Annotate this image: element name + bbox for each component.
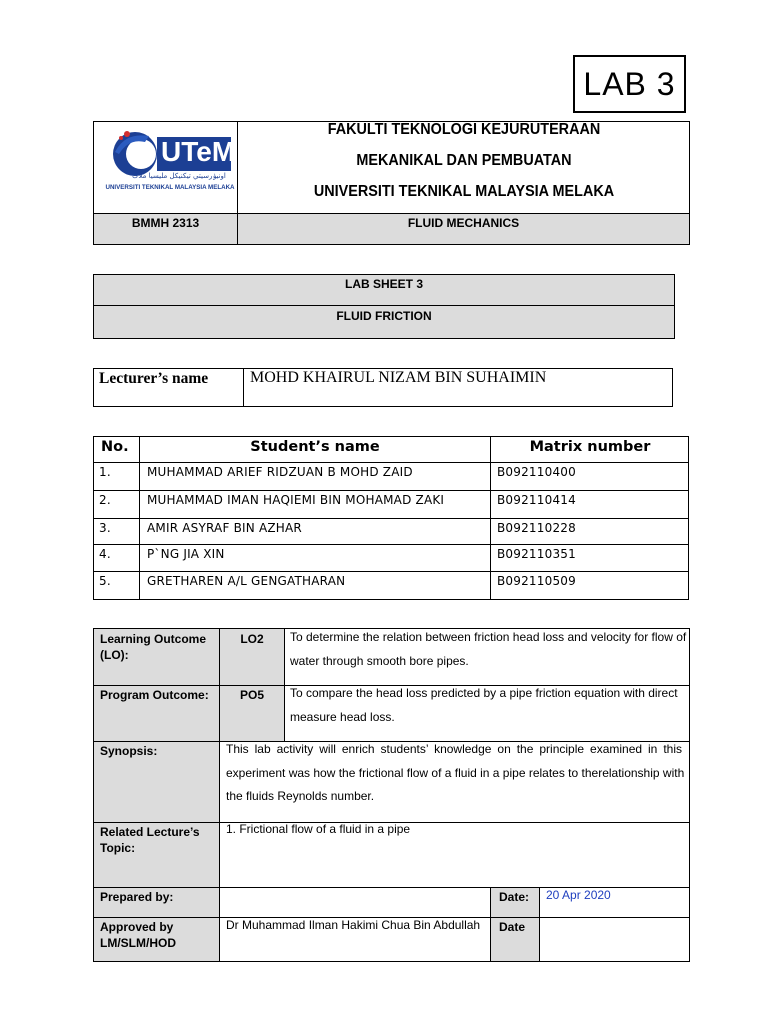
col-header-matrix-number: Matrix number bbox=[529, 439, 651, 455]
approved-value: Dr Muhammad Ilman Hakimi Chua Bin Abdullah bbox=[226, 918, 481, 932]
date-value: 20 Apr 2020 bbox=[546, 888, 611, 902]
student-name: GRETHAREN A/L GENGATHARAN bbox=[147, 574, 346, 588]
lo-code: LO2 bbox=[240, 632, 264, 646]
synopsis-line-1: This lab activity will enrich students’ knowledge on the principle examined in this bbox=[226, 742, 682, 756]
row-number: 4. bbox=[99, 547, 111, 561]
matrix-number: B092110351 bbox=[497, 547, 576, 561]
lo-label-line-1: Learning Outcome bbox=[100, 632, 207, 646]
matrix-number: B092110400 bbox=[497, 465, 576, 479]
po-label: Program Outcome: bbox=[100, 688, 209, 702]
faculty-line-2: MEKANIKAL DAN PEMBUATAN bbox=[356, 152, 572, 169]
lo-label-line-2: (LO): bbox=[100, 648, 129, 662]
approved-label-line-2: LM/SLM/HOD bbox=[100, 936, 176, 950]
student-name: MUHAMMAD IMAN HAQIEMI BIN MOHAMAD ZAKI bbox=[147, 493, 445, 507]
lecturer-name: MOHD KHAIRUL NIZAM BIN SUHAIMIN bbox=[250, 369, 547, 386]
lab-sheet-subtitle: FLUID FRICTION bbox=[336, 309, 432, 323]
course-name: FLUID MECHANICS bbox=[407, 216, 520, 230]
prepared-label: Prepared by: bbox=[100, 890, 174, 904]
approved-label-line-1: Approved by bbox=[100, 920, 174, 934]
lo-text-line-2: water through smooth bore pipes. bbox=[290, 654, 469, 668]
course-code: BMMH 2313 bbox=[131, 216, 200, 230]
topic-label-line-2: Topic: bbox=[100, 841, 136, 855]
logo-jawi-text: اونيۏرسيتي تيکنيکل مليسيا ملاک bbox=[132, 172, 226, 180]
row-number: 1. bbox=[99, 465, 111, 479]
matrix-number: B092110228 bbox=[497, 521, 576, 535]
col-header-student-name: Student’s name bbox=[250, 439, 380, 455]
date2-label: Date bbox=[499, 920, 526, 934]
po-text-line-2: measure head loss. bbox=[290, 710, 395, 724]
utem-logo bbox=[105, 124, 235, 194]
university-name: UNIVERSITI TEKNIKAL MALAYSIA MELAKA bbox=[313, 183, 615, 200]
student-name: P`NG JIA XIN bbox=[147, 547, 225, 561]
po-code: PO5 bbox=[239, 688, 264, 702]
topic-label-line-1: Related Lecture’s bbox=[100, 825, 200, 839]
lo-text-line-1: To determine the relation between friction head loss and velocity for flow of bbox=[290, 630, 687, 644]
logo-caption: UNIVERSITI TEKNIKAL MALAYSIA MELAKA bbox=[105, 184, 235, 191]
matrix-number: B092110509 bbox=[497, 574, 576, 588]
synopsis-label: Synopsis: bbox=[100, 744, 158, 758]
synopsis-line-3: the fluids Reynolds number. bbox=[226, 789, 375, 803]
lab-sheet-title: LAB SHEET 3 bbox=[344, 277, 423, 291]
lab-number-badge: LAB 3 bbox=[573, 55, 686, 113]
row-number: 2. bbox=[99, 493, 111, 507]
row-number: 5. bbox=[99, 574, 111, 588]
matrix-number: B092110414 bbox=[497, 493, 576, 507]
col-header-no: No. bbox=[101, 439, 129, 455]
row-number: 3. bbox=[99, 521, 111, 535]
student-name: MUHAMMAD ARIEF RIDZUAN B MOHD ZAID bbox=[147, 465, 413, 479]
faculty-line-1: FAKULTI TEKNOLOGI KEJURUTERAAN bbox=[327, 121, 601, 138]
student-name: AMIR ASYRAF BIN AZHAR bbox=[147, 521, 302, 535]
topic-text: 1. Frictional flow of a fluid in a pipe bbox=[226, 822, 411, 836]
date-label: Date: bbox=[499, 890, 530, 904]
po-text-line-1: To compare the head loss predicted by a pipe friction equation with direct bbox=[290, 686, 678, 700]
lecturer-label: Lecturer’s name bbox=[99, 370, 209, 387]
synopsis-line-2: experiment was how the frictional flow of a fluid in a pipe relates to therelationship with bbox=[226, 766, 685, 780]
logo-wordmark: UTeM bbox=[161, 136, 236, 167]
